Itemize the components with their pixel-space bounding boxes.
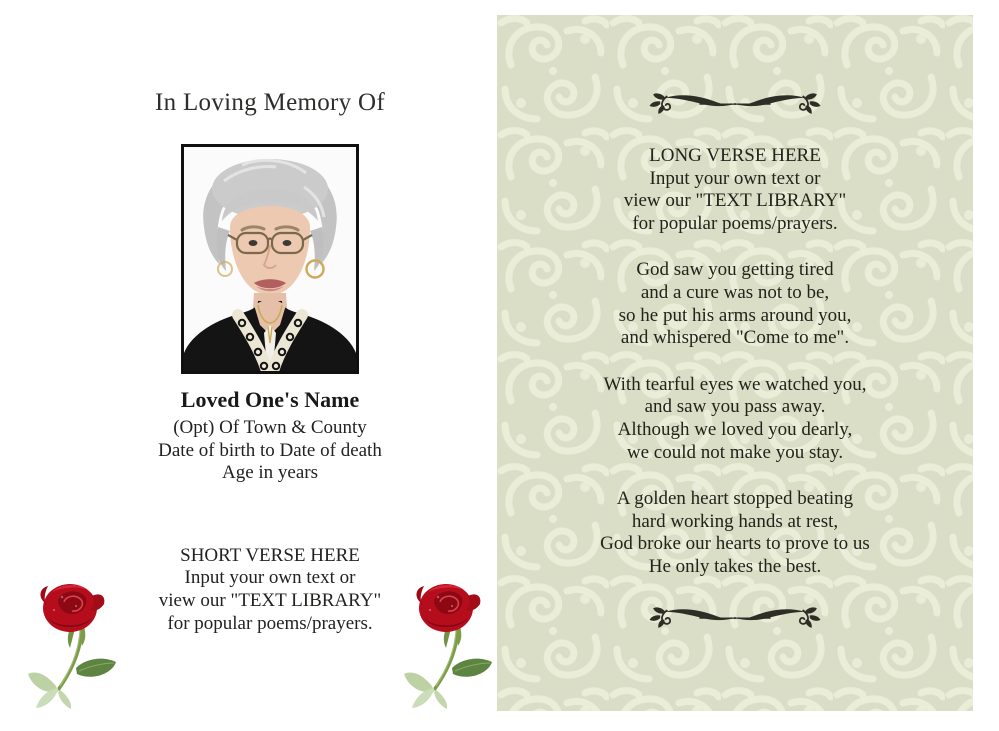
loved-one-details <box>80 417 460 485</box>
verse-line: LONG VERSE HERE <box>649 145 821 166</box>
flourish-divider-icon-bottom <box>646 605 824 633</box>
verse-stanza-2 <box>603 374 866 464</box>
verse-line: view our "TEXT LIBRARY" <box>623 190 847 212</box>
verse-line: and saw you pass away. <box>644 396 826 418</box>
verse-line: Age in years <box>221 462 319 483</box>
verse-stanza-3 <box>600 488 870 578</box>
photo-frame <box>181 144 359 374</box>
verse-line: for popular poems/prayers. <box>167 612 373 634</box>
verse-stanza-1 <box>619 259 852 349</box>
front-title: In Loving Memory Of <box>155 89 385 116</box>
verse-line: Although we loved you dearly, <box>617 418 853 440</box>
long-verse-placeholder <box>624 145 847 235</box>
card-back-panel <box>497 15 973 711</box>
verse-line: Input your own text or <box>184 567 356 589</box>
loved-one-name: Loved One's Name <box>180 387 360 412</box>
verse-line: so he put his arms around you, <box>618 304 852 326</box>
verse-line: Date of birth to Date of death <box>158 439 382 461</box>
red-rose-image-right <box>402 582 508 710</box>
verse-line: God broke our hearts to prove to us <box>600 533 870 555</box>
verse-line: we could not make you stay. <box>626 441 844 463</box>
verse-line: A golden heart stopped beating <box>616 488 854 510</box>
verse-line: and a cure was not to be, <box>640 281 830 303</box>
verse-line: SHORT VERSE HERE <box>180 544 360 566</box>
back-content <box>497 15 973 711</box>
verse-line: for popular poems/prayers. <box>632 212 838 234</box>
red-rose-image-left <box>26 582 132 710</box>
flourish-divider-icon-top <box>646 91 824 119</box>
verse-line: view our "TEXT LIBRARY" <box>158 590 382 612</box>
verse-line: He only takes the best. <box>648 555 822 577</box>
verse-line: (Opt) Of Town & County <box>173 417 367 438</box>
verse-line: God saw you getting tired <box>636 259 834 281</box>
verse-line: With tearful eyes we watched you, <box>603 373 867 395</box>
verse-line: and whispered "Come to me". <box>620 327 850 349</box>
loved-one-portrait-image <box>184 147 356 371</box>
front-content <box>80 0 460 636</box>
verse-line: Input your own text or <box>649 167 821 189</box>
verse-line: hard working hands at rest, <box>631 510 839 532</box>
